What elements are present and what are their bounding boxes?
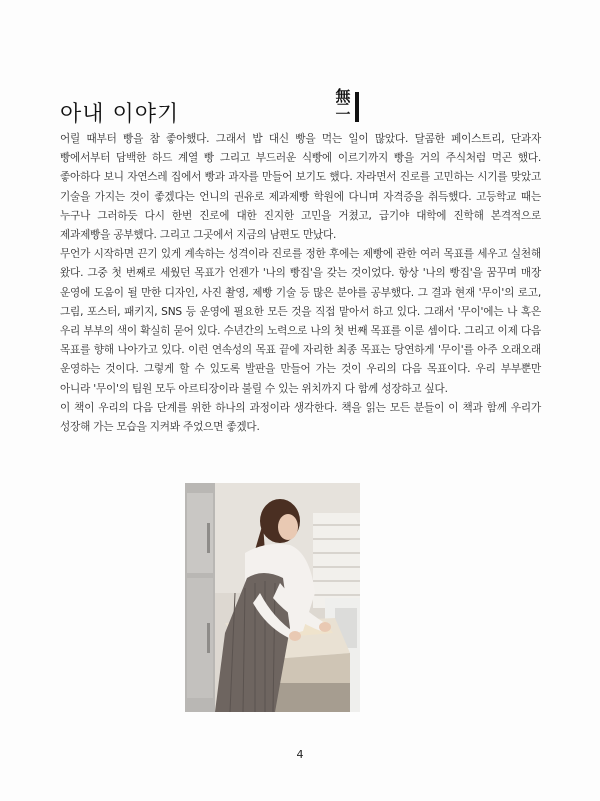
logo-bar — [355, 92, 359, 122]
page-title: 아내 이야기 — [60, 102, 180, 127]
logo-mark: 無二 — [335, 87, 351, 118]
paragraph: 무언가 시작하면 끈기 있게 계속하는 성격이라 진로를 정한 후에는 제빵에 관한 여러 목표를 세우고 실천해 왔다. 그중 첫 번째로 세웠던 목표가 언젠가 '나의 빵집'을 갖는 것이었다. 항상 '나의 빵집'을 꿈꾸며 매장 운영에 도움이 될 만한 디자인, 사진 촬영, 제빵 기술 등 많은 분야를 공부했다. 그 결과 현재 '무이'의 로고, 그림, 포스터, 패키지, SNS 등 운영에 필요한 모든 것을 직접 맡아서 하고 있다. 그래서 '무이'에는 나 혹은 우리 부부의 색이 확실히 묻어 있다. 수년간의 노력으로 나의 첫 번째 목표를 이룬 셈이다. 그리고 이제 다음 목표를 향해 나아가고 있다. 이런 연속성의 목표 끝에 자리한 최종 목표는 당연하게 '무이'를 아주 오래오래 운영하는 것이다. 그렇게 할 수 있도록 발판을 만들어 가는 것이 우리의 다음 목표이다. 우리 부부뿐만 아니라 '무이'의 팀원 모두 아르티장이라 불릴 수 있는 위치까지 다 함께 성장하고 싶다. — [60, 248, 541, 395]
baker-photo — [185, 483, 360, 712]
body-text — [60, 130, 541, 437]
paragraph: 이 책이 우리의 다음 단계를 위한 하나의 과정이라 생각한다. 책을 읽는 모든 분들이 이 책과 함께 우리가 성장해 가는 모습을 지켜봐 주었으면 좋겠다. — [60, 401, 541, 434]
paragraph: 어릴 때부터 빵을 참 좋아했다. 그래서 밥 대신 빵을 먹는 일이 많았다. 달콤한 페이스트리, 단과자 빵에서부터 담백한 하드 계열 빵 그리고 부드러운 식빵에 이르기까지 빵을 거의 주식처럼 먹곤 했다. 좋아하다 보니 자연스레 집에서 빵과 과자를 만들어 보기도 했다. 자라면서 진로를 고민하는 시기를 맞았고 기술을 가지는 것이 좋겠다는 언니의 권유로 제과제빵 학원에 다니며 자격증을 취득했다. 고등학교 때는 누구나 그러하듯 다시 한번 진로에 대한 진지한 고민을 거쳤고, 급기야 대학에 진학해 본격적으로 제과제빵을 공부했다. 그리고 그곳에서 지금의 남편도 만났다. — [60, 133, 541, 242]
baker-photo-illustration — [185, 483, 360, 712]
page-number: 4 — [296, 748, 304, 761]
muii-logo — [335, 87, 375, 124]
